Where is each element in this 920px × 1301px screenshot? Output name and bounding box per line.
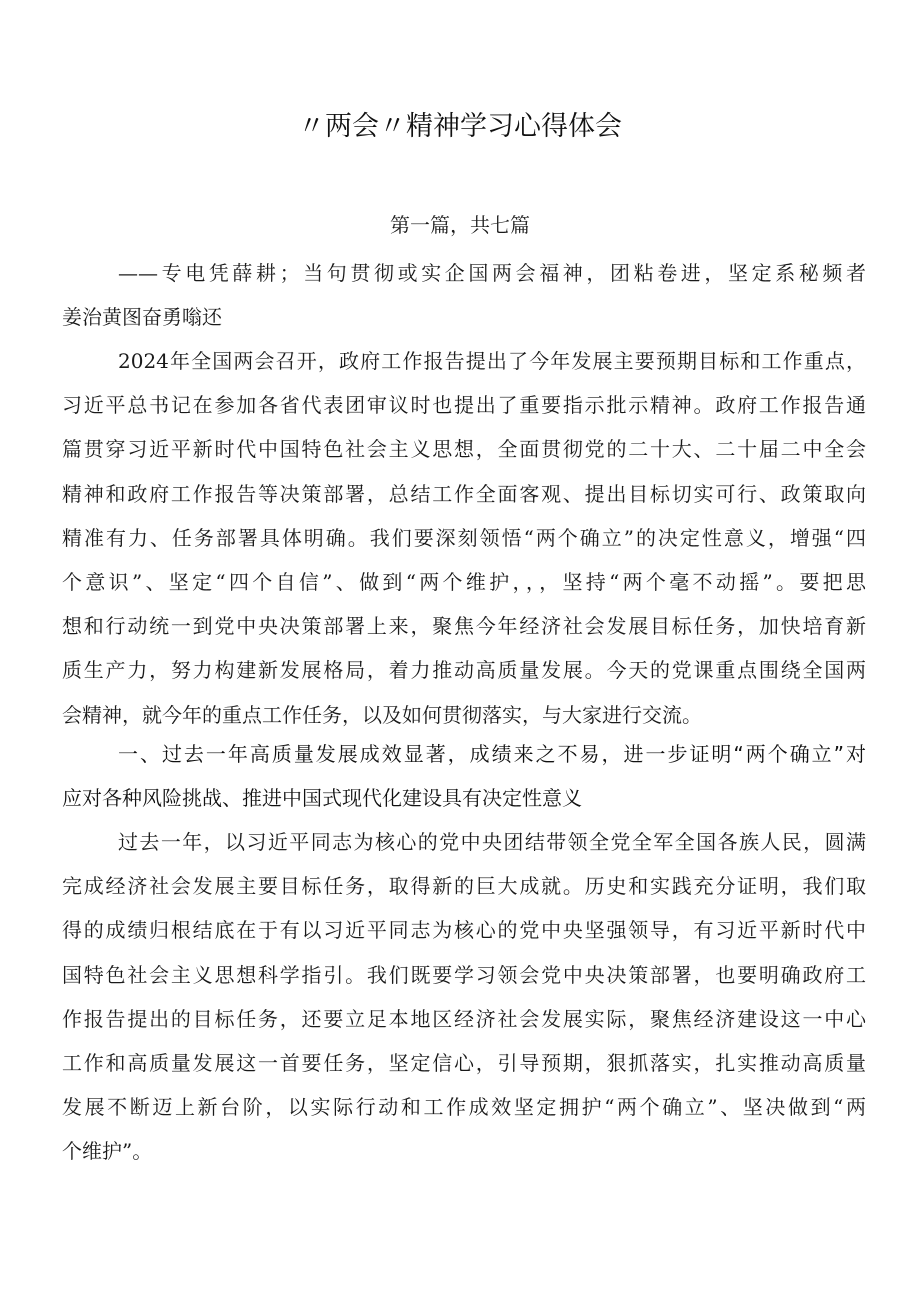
intro-block	[62, 251, 866, 339]
paragraph-line: 精准有力、任务部署具体明确。我们要深刻领悟“两个确立”的决定性意义，增强“四	[62, 525, 866, 550]
paragraph-line: 个意识”、坚定“四个自信”、做到“两个维护，，，坚持“两个毫不动摇”。要把思	[62, 569, 866, 594]
intro-line: ——专电凭薛耕；当句贯彻或实企国两会福神，团粘卷进，坚定系秘频者	[118, 261, 866, 285]
paragraph-line: 篇贯穿习近平新时代中国特色社会主义思想，全面贯彻党的二十大、二十届二中全会	[62, 437, 866, 462]
paragraph-line: 习近平总书记在参加各省代表团审议时也提出了重要指示批示精神。政府工作报告通	[62, 393, 866, 418]
paragraph-line: 完成经济社会发展主要目标任务，取得新的巨大成就。历史和实践充分证明，我们取	[62, 874, 866, 899]
section-heading-1	[62, 732, 866, 820]
paragraph-line: 会精神，就今年的重点工作任务，以及如何贯彻落实，与大家进行交流。	[62, 702, 702, 727]
paragraph-2	[62, 820, 866, 1174]
paragraph-line: 2024年全国两会召开，政府工作报告提出了今年发展主要预期目标和工作重点，	[118, 349, 866, 373]
paragraph-line: 作报告提出的目标任务，还要立足本地区经济社会发展实际，聚焦经济建设这一中心	[62, 1006, 866, 1031]
paragraph-line: 发展不断迈上新台阶，以实际行动和工作成效坚定拥护“两个确立”、坚决做到“两	[62, 1095, 866, 1120]
paragraph-line: 工作和高质量发展这一首要任务，坚定信心，引导预期，狠抓落实，扎实推动高质量	[62, 1050, 866, 1075]
document-subtitle: 第一篇，共七篇	[390, 213, 530, 237]
paragraph-line: 过去一年，以习近平同志为核心的党中央团结带领全党全军全国各族人民，圆满	[118, 830, 866, 854]
paragraph-line: 个维护”。	[62, 1139, 153, 1164]
paragraph-line: 得的成绩归根结底在于有以习近平同志为核心的党中央坚强领导，有习近平新时代中	[62, 918, 866, 943]
paragraph-1	[62, 339, 866, 737]
heading-line: 应对各种风险挑战、推进中国式现代化建设具有决定性意义	[62, 786, 582, 811]
intro-line: 姜治黄图奋勇嗡还	[62, 305, 222, 330]
paragraph-line: 想和行动统一到党中央决策部署上来，聚焦今年经济社会发展目标任务，加快培育新	[62, 614, 866, 639]
paragraph-line: 国特色社会主义思想科学指引。我们既要学习领会党中央决策部署，也要明确政府工	[62, 962, 866, 987]
document-title: 〃两会〃精神学习心得体会	[298, 111, 622, 142]
paragraph-line: 质生产力，努力构建新发展格局，着力推动高质量发展。今天的党课重点围绕全国两	[62, 658, 866, 683]
heading-line: 一、过去一年高质量发展成效显著，成绩来之不易，进一步证明“两个确立”对	[118, 742, 866, 766]
paragraph-line: 精神和政府工作报告等决策部署，总结工作全面客观、提出目标切实可行、政策取向	[62, 481, 866, 506]
